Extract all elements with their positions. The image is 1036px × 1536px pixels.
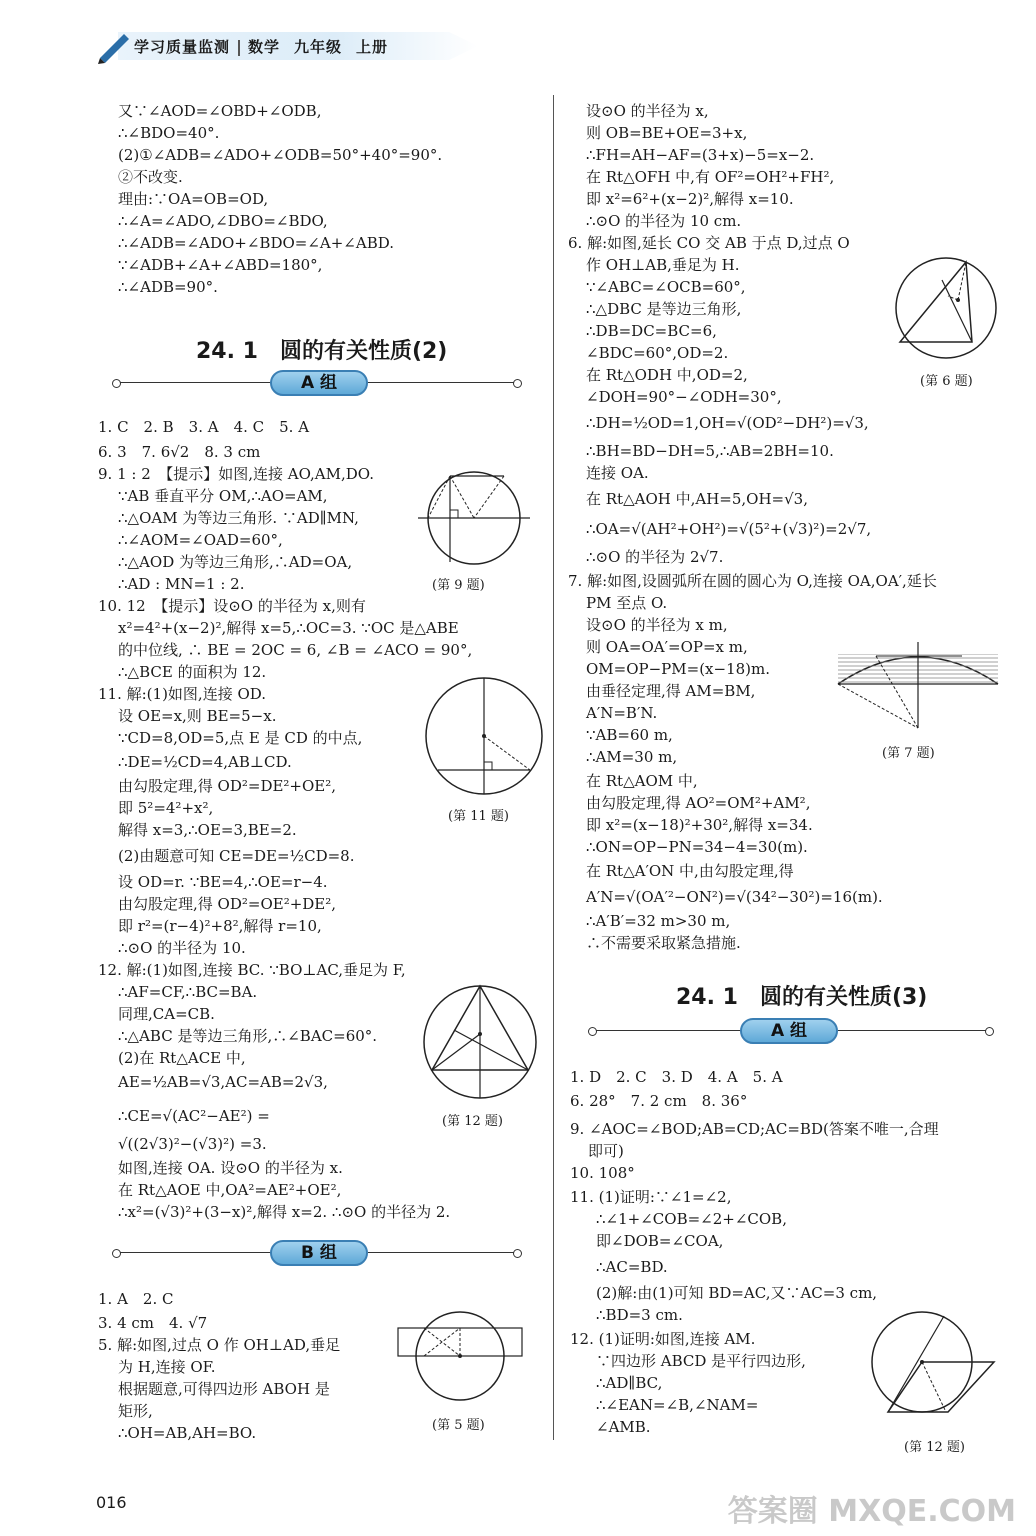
answer-line: √((2√3)²−(√3)²) =3. [118, 1135, 267, 1153]
answer-line: 6. 3 7. 6√2 8. 3 cm [98, 443, 261, 461]
bar-rule [838, 1030, 986, 1031]
watermark: 答案圈 MXQE.COM [727, 1494, 1016, 1529]
answer-line: AE=½AB=√3,AC=AB=2√3, [118, 1073, 328, 1091]
answer-line: 在 Rt△AOE 中,OA²=AE²+OE², [118, 1181, 342, 1199]
header-divider [238, 40, 240, 56]
bar-dot [588, 1027, 597, 1036]
header-grade: 九年级 [294, 38, 343, 56]
text-line: ∴DB=DC=BC=6, [586, 322, 717, 340]
text-line: 在 Rt△AOM 中, [586, 772, 698, 790]
figure-6-diagram [886, 256, 1012, 368]
text-line: ②不改变. [118, 168, 183, 186]
answer-line: ∴BD=3 cm. [596, 1306, 683, 1324]
page-header [96, 28, 486, 64]
column-divider [553, 95, 554, 1440]
text-line: 即 x²=(x−18)²+30²,解得 x=34. [586, 816, 813, 834]
answer-line: 根据题意,可得四边形 ABOH 是 [118, 1380, 330, 1398]
answer-line: 12. (1)证明:如图,连接 AM. [570, 1330, 756, 1348]
text-line: ∴A′B′=32 m>30 m, [586, 912, 731, 930]
text-line: ∴∠BDO=40°. [118, 124, 220, 142]
figure-caption: (第 7 题) [882, 746, 935, 761]
group-label: A 组 [740, 1018, 838, 1044]
text-line: PM 至点 O. [586, 594, 668, 612]
answer-line: 11. (1)证明:∵∠1=∠2, [570, 1188, 732, 1206]
text-line: ∴BH=BD−DH=5,∴AB=2BH=10. [586, 442, 834, 460]
answer-line: ∴△BCE 的面积为 12. [118, 663, 267, 681]
answer-line: 设 OD=r. ∵BE=4,∴OE=r−4. [118, 873, 328, 891]
answer-line: ∴DE=½CD=4,AB⊥CD. [118, 753, 292, 771]
text-line: A′N=B′N. [586, 704, 658, 722]
group-a-bar [112, 370, 522, 396]
text-line: 7. 解:如图,设圆弧所在圆的圆心为 O,连接 OA,OA′,延长 [568, 572, 937, 590]
answer-line: ∴∠AOM=∠OAD=60°, [118, 531, 283, 549]
answer-line: (2)在 Rt△ACE 中, [118, 1049, 246, 1067]
text-line: ∴ON=OP−PN=34−4=30(m). [586, 838, 808, 856]
text-line: ∴∠A=∠ADO,∠DBO=∠BDO, [118, 212, 328, 230]
answer-line: ∴x²=(√3)²+(3−x)²,解得 x=2. ∴⊙O 的半径为 2. [118, 1203, 451, 1221]
answer-line: 由勾股定理,得 OD²=OE²+DE², [118, 895, 337, 913]
text-line: ∴⊙O 的半径为 10 cm. [586, 212, 742, 230]
bar-dot [513, 1249, 522, 1258]
answer-line: 即可) [588, 1142, 624, 1160]
answer-line: 即 5²=4²+x², [118, 799, 214, 817]
text-line: 在 Rt△A′ON 中,由勾股定理,得 [586, 862, 794, 880]
figure-5-diagram [380, 1306, 540, 1410]
text-line: ∴OA=√(AH²+OH²)=√(5²+(√3)²)=2√7, [586, 520, 872, 538]
text-line: ∴DH=½OD=1,OH=√(OD²−DH²)=√3, [586, 414, 869, 432]
bar-rule [368, 1252, 514, 1253]
text-line: ∴∠ADB=∠ADO+∠BDO=∠A+∠ABD. [118, 234, 394, 252]
text-line: ∠DOH=90°−∠ODH=30°, [586, 388, 782, 406]
answer-line: ∴△ABC 是等边三角形,∴∠BAC=60°. [118, 1027, 378, 1045]
pen-icon [96, 28, 136, 64]
header-subject: 数学 [248, 38, 281, 56]
text-line: 连接 OA. [586, 464, 649, 482]
text-line: ∴△DBC 是等边三角形, [586, 300, 742, 318]
group-a-bar [588, 1018, 994, 1044]
figure-12-diagram [416, 978, 544, 1106]
answer-line: 9. ∠AOC=∠BOD;AB=CD;AC=BD(答案不唯一,合理 [570, 1120, 939, 1138]
answer-line: ∴△AOD 为等边三角形,∴AD=OA, [118, 553, 353, 571]
answer-line: 矩形, [118, 1402, 153, 1420]
text-line: ∵AB=60 m, [586, 726, 673, 744]
bar-dot [112, 1249, 121, 1258]
text-line: 在 Rt△OFH 中,有 OF²=OH²+FH², [586, 168, 835, 186]
text-line: 则 OA=OA′=OP=x m, [586, 638, 748, 656]
answer-line: 10. 12 【提示】设⊙O 的半径为 x,则有 [98, 597, 366, 615]
text-line: OM=OP−PM=(x−18)m. [586, 660, 771, 678]
answer-line: ∴AD∥BC, [596, 1374, 663, 1392]
figure-caption: (第 5 题) [432, 1418, 485, 1433]
text-line: ∠BDC=60°,OD=2. [586, 344, 729, 362]
answer-line: ∵CD=8,OD=5,点 E 是 CD 的中点, [118, 729, 363, 747]
answer-line: ∵四边形 ABCD 是平行四边形, [596, 1352, 806, 1370]
text-line: 在 Rt△ODH 中,OD=2, [586, 366, 748, 384]
answer-line: 由勾股定理,得 OD²=DE²+OE², [118, 777, 337, 795]
text-line: ∴∠ADB=90°. [118, 278, 218, 296]
figure-11-diagram [418, 670, 550, 802]
text-line: 由勾股定理,得 AO²=OM²+AM², [586, 794, 811, 812]
bar-rule [120, 1252, 272, 1253]
text-line: 即 x²=6²+(x−2)²,解得 x=10. [586, 190, 794, 208]
answer-line: ∴AD : MN=1 : 2. [118, 575, 245, 593]
answer-line: 1. A 2. C [98, 1290, 174, 1308]
text-line: ∴FH=AH−AF=(3+x)−5=x−2. [586, 146, 815, 164]
figure-caption: (第 12 题) [442, 1114, 503, 1129]
figure-caption: (第 9 题) [432, 578, 485, 593]
answer-line: ∴∠EAN=∠B,∠NAM= [596, 1396, 759, 1414]
text-line: 则 OB=BE+OE=3+x, [586, 124, 748, 142]
answer-line: ∠AMB. [596, 1418, 651, 1436]
figure-7-diagram [824, 636, 1014, 740]
text-line: ∵∠ADB+∠A+∠ABD=180°, [118, 256, 323, 274]
figure-caption: (第 6 题) [920, 374, 973, 389]
group-label: B 组 [270, 1240, 368, 1266]
group-label: A 组 [270, 370, 368, 396]
answer-line: x²=4²+(x−2)²,解得 x=5,∴OC=3. ∵OC 是△ABE [118, 619, 459, 637]
text-line: 设⊙O 的半径为 x m, [586, 616, 728, 634]
text-line: ∵∠ABC=∠OCB=60°, [586, 278, 746, 296]
answer-line: ∴CE=√(AC²−AE²) = [118, 1107, 270, 1125]
header-title: 学习质量监测 [134, 38, 231, 56]
answer-line: 的中位线, ∴ BE = 2OC = 6, ∠B = ∠ACO = 90°, [118, 641, 473, 659]
answer-line: 11. 解:(1)如图,连接 OD. [98, 685, 267, 703]
answer-line: 设 OE=x,则 BE=5−x. [118, 707, 277, 725]
text-line: 理由:∵OA=OB=OD, [118, 190, 269, 208]
answer-line: ∴AF=CF,∴BC=BA. [118, 983, 258, 1001]
answer-line: 1. D 2. C 3. D 4. A 5. A [570, 1068, 783, 1086]
text-line: ∴不需要采取紧急措施. [586, 934, 741, 952]
page-number: 016 [96, 1493, 127, 1512]
bar-rule [368, 382, 514, 383]
answer-line: 即 r²=(r−4)²+8²,解得 r=10, [118, 917, 322, 935]
text-line: 又∵∠AOD=∠OBD+∠ODB, [118, 102, 322, 120]
text-line: ∴AM=30 m, [586, 748, 678, 766]
answer-line: 即∠DOB=∠COA, [596, 1232, 724, 1250]
section-title: 24. 1 圆的有关性质(3) [676, 985, 928, 1010]
bar-rule [596, 1030, 742, 1031]
answer-line: (2)解:由(1)可知 BD=AC,又∵AC=3 cm, [596, 1284, 878, 1302]
bar-dot [513, 379, 522, 388]
text-line: 6. 解:如图,延长 CO 交 AB 于点 D,过点 O [568, 234, 850, 252]
bar-dot [112, 379, 121, 388]
answer-line: ∴AC=BD. [596, 1258, 668, 1276]
answer-line: (2)由题意可知 CE=DE=½CD=8. [118, 847, 355, 865]
text-line: 作 OH⊥AB,垂足为 H. [586, 256, 740, 274]
answer-line: 为 H,连接 OF. [118, 1358, 216, 1376]
answer-line: 10. 108° [570, 1164, 635, 1182]
answer-line: 12. 解:(1)如图,连接 BC. ∵BO⊥AC,垂足为 F, [98, 961, 406, 979]
text-line: ∴⊙O 的半径为 2√7. [586, 548, 724, 566]
answer-line: 同理,CA=CB. [118, 1005, 215, 1023]
header-text [134, 36, 402, 57]
figure-caption: (第 12 题) [904, 1440, 965, 1455]
bar-dot [985, 1027, 994, 1036]
answer-line: 如图,连接 OA. 设⊙O 的半径为 x. [118, 1159, 343, 1177]
answer-line: 解得 x=3,∴OE=3,BE=2. [118, 821, 297, 839]
answer-line: 3. 4 cm 4. √7 [98, 1314, 208, 1332]
header-volume: 上册 [356, 38, 389, 56]
figure-caption: (第 11 题) [448, 809, 509, 824]
text-line: A′N=√(OA′²−ON²)=√(34²−30²)=16(m). [586, 888, 883, 906]
answer-line: ∴△OAM 为等边三角形. ∵AD∥MN, [118, 509, 359, 527]
answer-line: 9. 1 : 2 【提示】如图,连接 AO,AM,DO. [98, 465, 374, 483]
section-title: 24. 1 圆的有关性质(2) [196, 339, 448, 364]
answer-line: ∵AB 垂直平分 OM,∴AO=AM, [118, 487, 328, 505]
text-line: (2)①∠ADB=∠ADO+∠ODB=50°+40°=90°. [118, 146, 443, 164]
figure-9-diagram [408, 458, 540, 570]
text-line: 设⊙O 的半径为 x, [586, 102, 709, 120]
text-line: 由垂径定理,得 AM=BM, [586, 682, 756, 700]
group-b-bar [112, 1240, 522, 1266]
figure-12b-diagram [866, 1306, 1016, 1432]
answer-line: ∴⊙O 的半径为 10. [118, 939, 246, 957]
bar-rule [120, 382, 272, 383]
answer-line: ∴OH=AB,AH=BO. [118, 1424, 257, 1442]
answer-line: 5. 解:如图,过点 O 作 OH⊥AD,垂足 [98, 1336, 341, 1354]
answer-line: 6. 28° 7. 2 cm 8. 36° [570, 1092, 748, 1110]
answer-line: ∴∠1+∠COB=∠2+∠COB, [596, 1210, 787, 1228]
answer-line: 1. C 2. B 3. A 4. C 5. A [98, 418, 310, 436]
text-line: 在 Rt△AOH 中,AH=5,OH=√3, [586, 490, 808, 508]
